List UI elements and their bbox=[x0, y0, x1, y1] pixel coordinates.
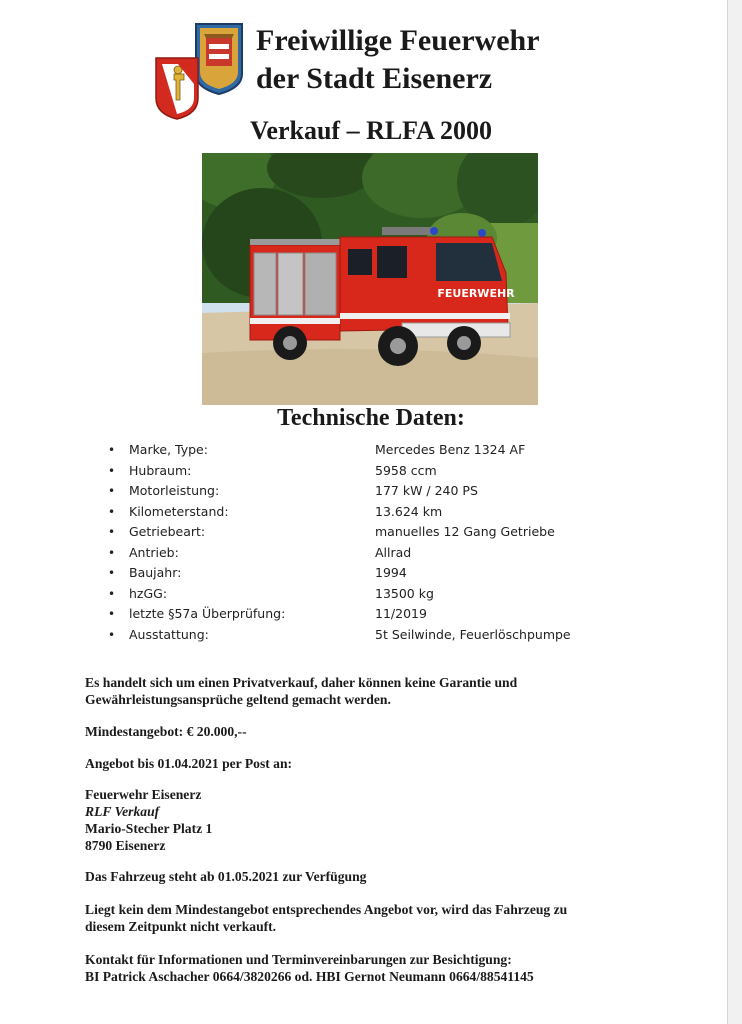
spec-value: Mercedes Benz 1324 AF bbox=[375, 442, 526, 457]
spec-label: letzte §57a Überprüfung: bbox=[129, 606, 286, 621]
specs-heading: Technische Daten: bbox=[277, 405, 465, 431]
spec-value: 11/2019 bbox=[375, 606, 427, 621]
spec-label: Getriebeart: bbox=[129, 524, 206, 539]
specs-list bbox=[100, 440, 660, 645]
spec-label: Baujahr: bbox=[129, 565, 182, 580]
no-offer-notice bbox=[85, 901, 645, 935]
organization-name-line2: der Stadt Eisenerz bbox=[256, 62, 493, 95]
spec-row bbox=[100, 481, 660, 502]
spec-row bbox=[100, 625, 660, 646]
postal-address bbox=[85, 786, 645, 854]
spec-value: 5t Seilwinde, Feuerlöschpumpe bbox=[375, 626, 571, 642]
spec-value: 1994 bbox=[375, 565, 407, 580]
truck-feuerwehr-text: FEUERWEHR bbox=[437, 287, 515, 300]
coat-of-arms-logo bbox=[154, 22, 246, 120]
spec-value: 13.624 km bbox=[375, 503, 443, 519]
bullet: • bbox=[108, 525, 116, 539]
spec-row bbox=[100, 440, 660, 461]
spec-row bbox=[100, 604, 660, 625]
spec-row bbox=[100, 543, 660, 564]
spec-label: Ausstattung: bbox=[129, 626, 209, 642]
bullet: • bbox=[108, 504, 116, 519]
spec-value: 5958 ccm bbox=[375, 462, 437, 478]
address-line3: Mario-Stecher Platz 1 bbox=[85, 821, 213, 836]
spec-value: 13500 kg bbox=[375, 585, 434, 601]
spec-label: Hubraum: bbox=[129, 462, 192, 478]
spec-value: manuelles 12 Gang Getriebe bbox=[375, 524, 555, 539]
spec-label: hzGG: bbox=[129, 585, 168, 601]
spec-row bbox=[100, 522, 660, 543]
bullet: • bbox=[108, 484, 116, 498]
organization-title bbox=[256, 22, 540, 98]
bullet: • bbox=[108, 463, 116, 478]
private-sale-line1: Es handelt sich um einen Privatverkauf, daher können keine Garantie und bbox=[85, 675, 518, 690]
minimum-offer-text: Mindestangebot: € 20.000,-- bbox=[85, 724, 247, 739]
offer-deadline bbox=[85, 755, 645, 772]
bullet: • bbox=[108, 566, 116, 580]
spec-row bbox=[100, 502, 660, 523]
bullet: • bbox=[108, 627, 116, 642]
contact-line1: Kontakt für Informationen und Terminvereinbarungen zur Besichtigung: bbox=[85, 952, 512, 967]
bullet: • bbox=[108, 443, 116, 457]
availability-notice bbox=[85, 868, 645, 885]
fire-truck-photo bbox=[202, 153, 538, 405]
spec-row bbox=[100, 584, 660, 605]
availability-text: Das Fahrzeug steht ab 01.05.2021 zur Verfügung bbox=[85, 869, 367, 884]
bullet: • bbox=[108, 607, 116, 621]
contact-info bbox=[85, 951, 645, 985]
address-line2: RLF Verkauf bbox=[85, 804, 160, 819]
offer-deadline-text: Angebot bis 01.04.2021 per Post an: bbox=[85, 756, 293, 771]
spec-value: 177 kW / 240 PS bbox=[375, 483, 478, 498]
no-offer-line2: diesem Zeitpunkt nicht verkauft. bbox=[85, 919, 277, 934]
bullet: • bbox=[108, 545, 116, 560]
spec-label: Marke, Type: bbox=[129, 442, 208, 457]
address-line1: Feuerwehr Eisenerz bbox=[85, 787, 202, 802]
spec-row bbox=[100, 461, 660, 482]
spec-value: Allrad bbox=[375, 544, 412, 560]
spec-label: Motorleistung: bbox=[129, 483, 220, 498]
address-line4: 8790 Eisenerz bbox=[85, 838, 166, 853]
private-sale-notice bbox=[85, 674, 645, 708]
minimum-offer bbox=[85, 723, 645, 740]
organization-name-line1: Freiwillige Feuerwehr bbox=[256, 24, 540, 57]
spec-row bbox=[100, 563, 660, 584]
no-offer-line1: Liegt kein dem Mindestangebot entsprechendes Angebot vor, wird das Fahrzeug zu bbox=[85, 902, 568, 917]
spec-label: Kilometerstand: bbox=[129, 503, 229, 519]
document-title: Verkauf – RLFA 2000 bbox=[250, 116, 492, 145]
bullet: • bbox=[108, 586, 116, 601]
contact-line2: BI Patrick Aschacher 0664/3820266 od. HBI Gernot Neumann 0664/88541145 bbox=[85, 969, 534, 984]
spec-label: Antrieb: bbox=[129, 544, 179, 560]
private-sale-line2: Gewährleistungsansprüche geltend gemacht werden. bbox=[85, 692, 391, 707]
page-edge bbox=[727, 0, 742, 1024]
